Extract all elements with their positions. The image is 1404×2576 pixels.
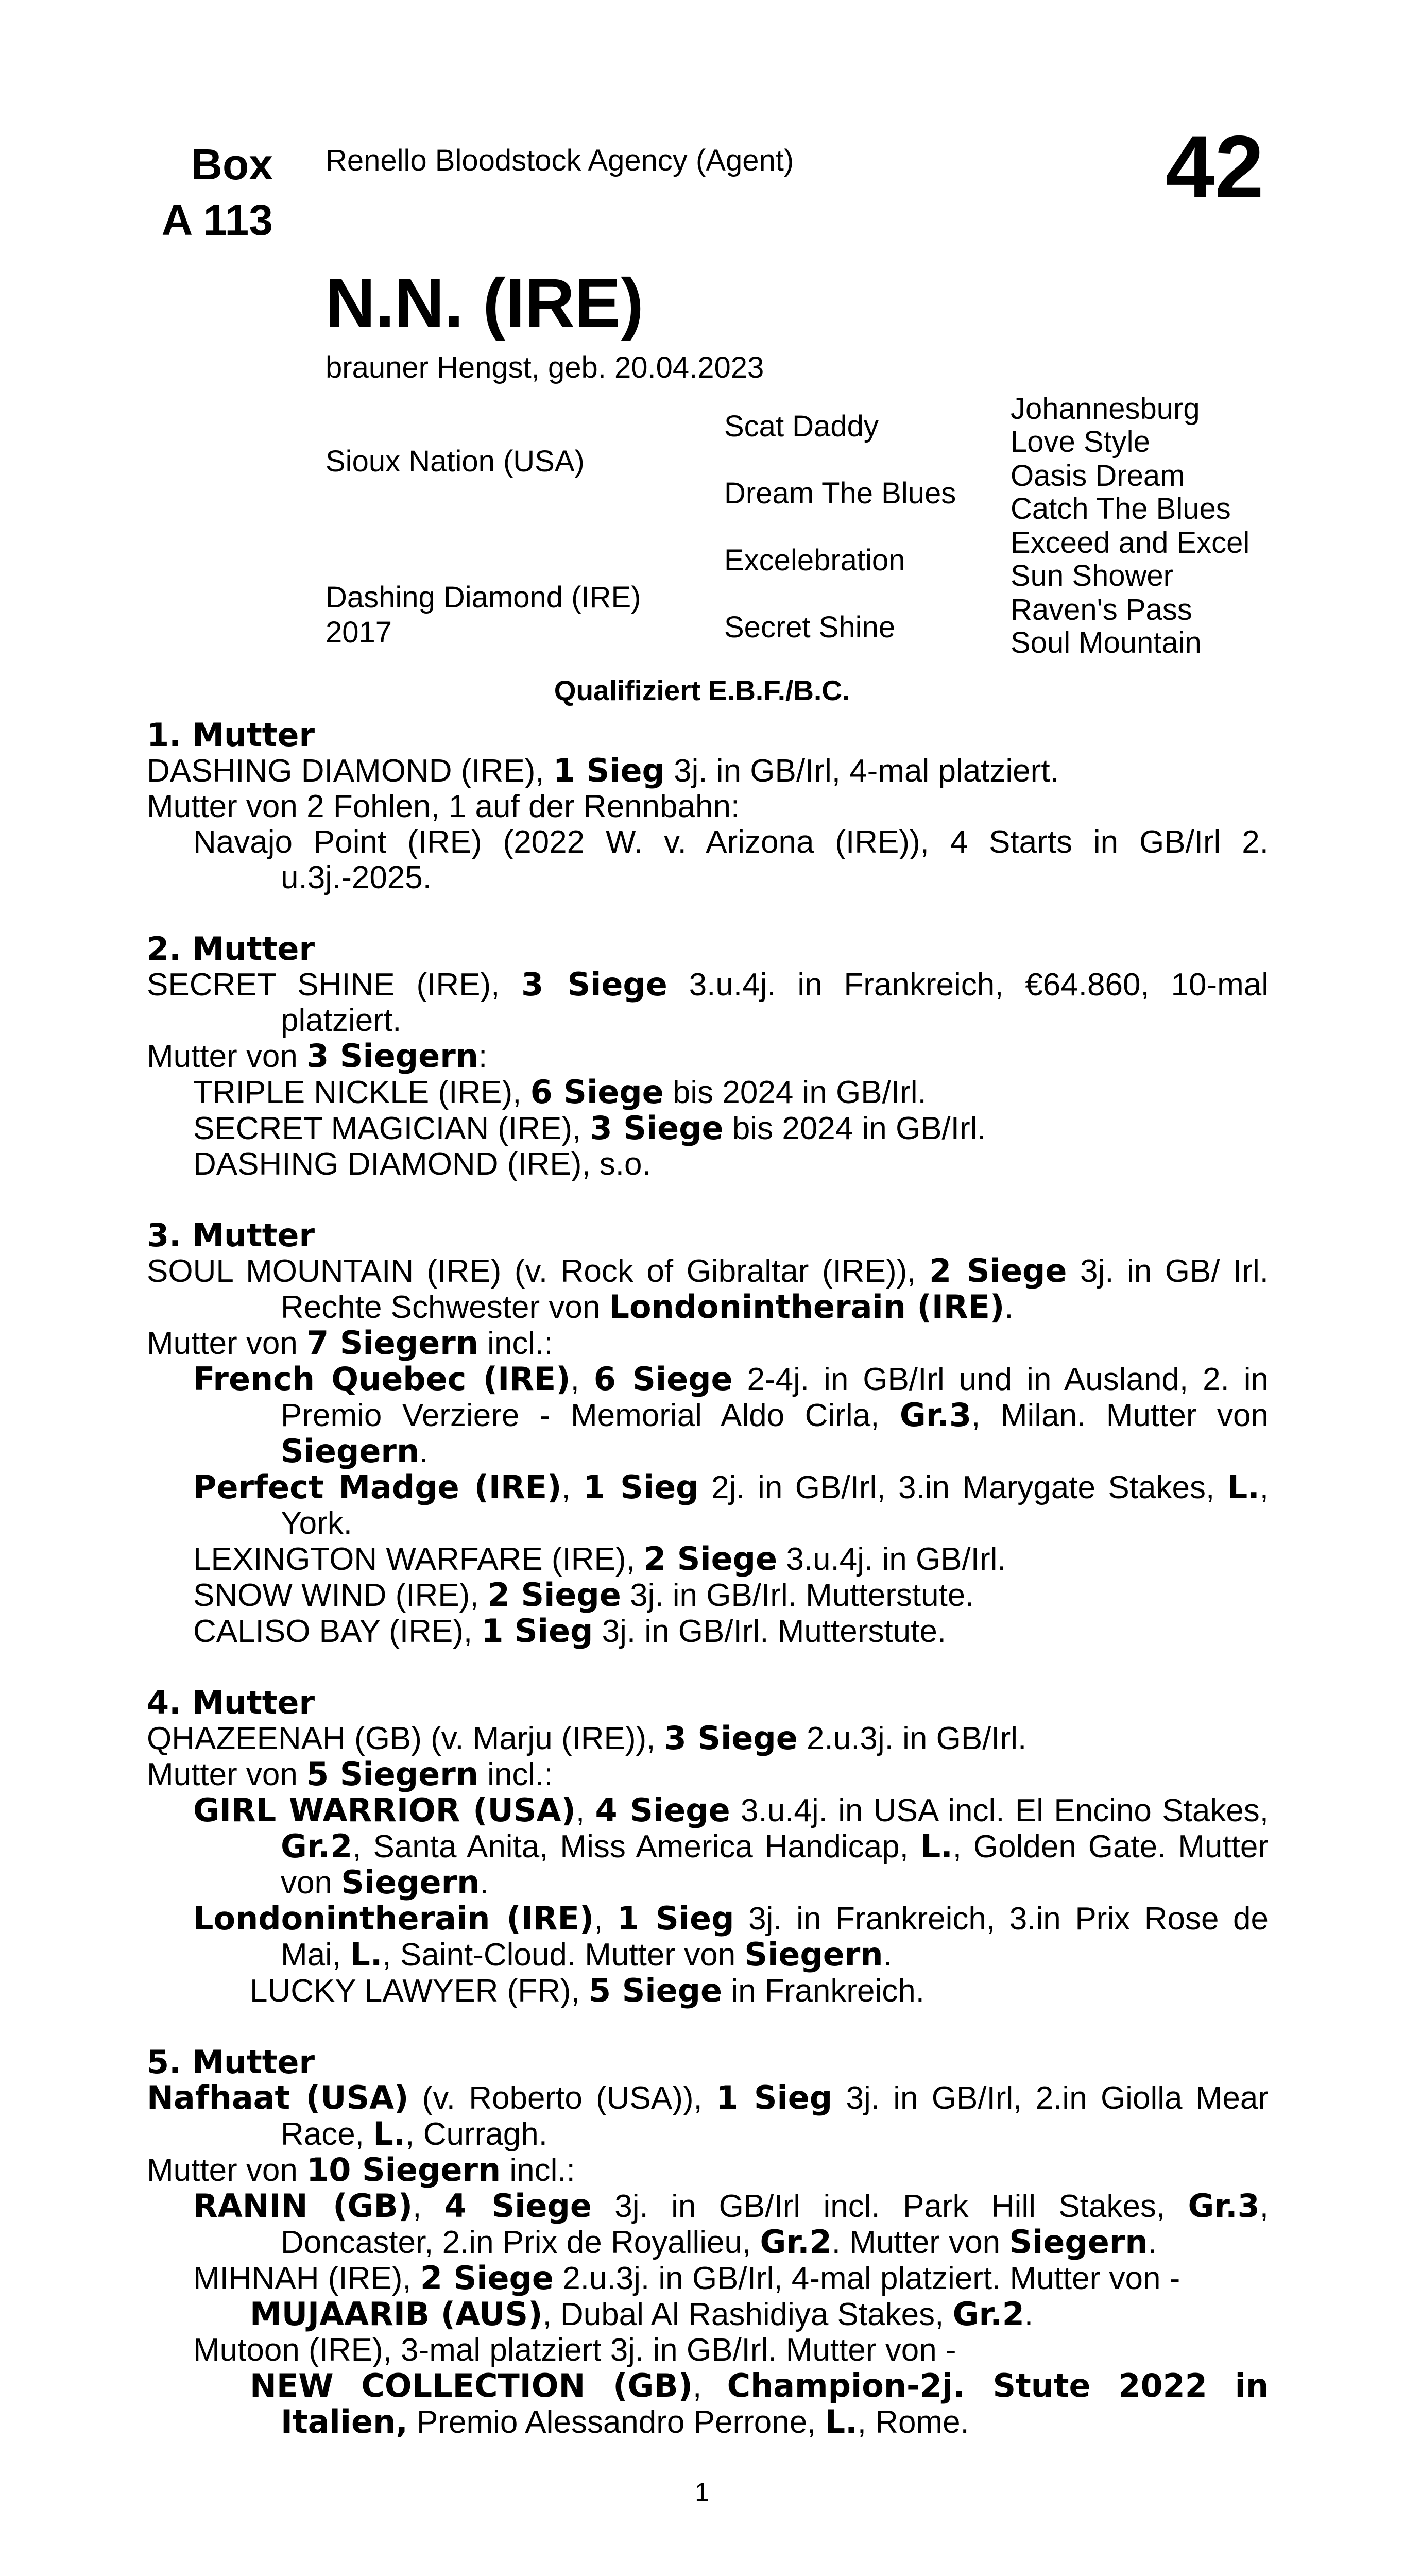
text: .: [1004, 1290, 1014, 1325]
bold-text: 4 Siege: [444, 2187, 592, 2225]
text: Mutter von: [147, 2153, 307, 2188]
bold-text: Londonintherain (IRE): [193, 1900, 594, 1937]
text: .: [1148, 2225, 1157, 2260]
text: , Rome.: [857, 2404, 969, 2440]
pedigree-dam: Dashing Diamond (IRE): [326, 581, 641, 614]
bold-text: Londonintherain (IRE): [609, 1288, 1005, 1326]
bold-text: French Quebec (IRE): [193, 1360, 571, 1398]
text: bis 2024 in GB/Irl.: [663, 1075, 927, 1110]
section-line: [147, 2296, 1269, 2332]
text: . Mutter von: [831, 2225, 1009, 2260]
text: MIHNAH (IRE),: [193, 2261, 420, 2296]
dam-lines: [147, 717, 1269, 2476]
pedigree-sire: Sioux Nation (USA): [326, 445, 585, 478]
bold-text: 3 Siegern: [306, 1037, 478, 1075]
section-line: [147, 2080, 1269, 2152]
bold-text: 2 Siege: [420, 2259, 554, 2297]
text: Mutter von: [147, 1757, 307, 1792]
text: SOUL MOUNTAIN (IRE) (v. Rock of Gibraltar (IRE)),: [147, 1253, 929, 1289]
bold-text: 2 Siege: [487, 1576, 621, 1614]
qualification-note: Qualifiziert E.B.F./B.C.: [554, 674, 850, 706]
section-heading: 2. Mutter: [147, 930, 315, 968]
section-line: [147, 1541, 1269, 1577]
bold-text: Perfect Madge (IRE): [193, 1468, 562, 1506]
text: , York.: [281, 1470, 1269, 1541]
bold-text: Gr.3: [899, 1396, 972, 1434]
bold-text: Siegern: [341, 1863, 480, 1901]
text: .: [480, 1865, 489, 1901]
pedigree-grandparent: Secret Shine: [724, 611, 896, 644]
text: , Santa Anita, Miss America Handicap,: [352, 1829, 920, 1865]
text: 3j. in GB/Irl incl. Park Hill Stakes,: [591, 2189, 1188, 2224]
pedigree-great-grandparent: Exceed and Excel: [1011, 526, 1250, 560]
section-line: [147, 1361, 1269, 1469]
box-number: [129, 137, 273, 248]
bold-text: 2 Siege: [644, 1540, 778, 1578]
dam-section: [147, 1685, 1269, 2009]
section-line: [147, 1253, 1269, 1325]
dam-section: [147, 931, 1269, 1182]
section-line: [147, 1720, 1269, 1756]
section-line: [147, 1074, 1269, 1110]
pedigree-dam-year: 2017: [326, 616, 392, 649]
text: 3.u.4j. in USA incl. El Encino Stakes,: [730, 1793, 1269, 1828]
pedigree-great-grandparent: Catch The Blues: [1011, 492, 1231, 526]
section-line: [147, 2152, 1269, 2188]
text: , Curragh.: [405, 2116, 547, 2152]
text: LUCKY LAWYER (FR),: [250, 1973, 589, 2009]
text: in Frankreich.: [722, 1973, 924, 2009]
pedigree-great-grandparent: Raven's Pass: [1011, 593, 1192, 626]
section-line: [147, 1973, 1269, 2009]
text: ,: [561, 1470, 584, 1505]
bold-text: Nafhaat (USA): [147, 2079, 409, 2116]
text: incl.:: [478, 1326, 553, 1361]
text: ,: [570, 1362, 594, 1397]
text: 2.u.3j. in GB/Irl, 4-mal platziert. Mutter von -: [554, 2261, 1180, 2296]
section-line: [147, 1038, 1269, 1074]
bold-text: 1 Sieg: [617, 1900, 734, 1937]
bold-text: 1 Sieg: [553, 752, 665, 789]
text: 3j. in GB/Irl, 2.in Giolla Mear Race,: [281, 2080, 1269, 2152]
horse-name: N.N. (IRE): [326, 265, 644, 342]
section-heading: 1. Mutter: [147, 716, 315, 754]
bold-text: 5 Siege: [589, 1972, 723, 2009]
pedigree-grandparent: Scat Daddy: [724, 410, 879, 443]
text: Mutter von: [147, 1039, 307, 1074]
page-number: 1: [695, 2478, 709, 2506]
text: 3j. in Frankreich, 3.in Prix Rose de Mai,: [281, 1901, 1269, 1973]
bold-text: Siegern: [1009, 2223, 1148, 2261]
section-line: [147, 2368, 1269, 2440]
text: 2-4j. in GB/Irl und in Ausland, 2. in Premio Verziere - Memorial Aldo Cirla,: [281, 1362, 1269, 1433]
section-heading: 3. Mutter: [147, 1216, 315, 1254]
pedigree-great-grandparent: Love Style: [1011, 425, 1150, 459]
bold-text: Gr.2: [760, 2223, 832, 2261]
section-line: [147, 967, 1269, 1038]
bold-text: 3 Siege: [664, 1719, 798, 1757]
text: 3j. in GB/Irl. Mutterstute.: [621, 1578, 974, 1613]
section-line: [147, 2188, 1269, 2260]
bold-text: Gr.2: [281, 1827, 353, 1865]
text: DASHING DIAMOND (IRE),: [147, 753, 553, 789]
text: QHAZEENAH (GB) (v. Marju (IRE)),: [147, 1721, 664, 1756]
text: TRIPLE NICKLE (IRE),: [193, 1075, 530, 1110]
text: Mutter von 2 Fohlen, 1 auf der Rennbahn:: [147, 789, 740, 824]
text: LEXINGTON WARFARE (IRE),: [193, 1541, 644, 1577]
text: Navajo Point (IRE) (2022 W. v. Arizona (IRE)), 4 Starts in GB/Irl 2. u.3j.-2025.: [193, 824, 1269, 895]
bold-text: Siegern: [281, 1432, 420, 1470]
text: ,: [575, 1793, 595, 1828]
pedigree-grandparent: Excelebration: [724, 544, 905, 577]
text: incl.:: [478, 1757, 553, 1792]
pedigree-great-grandparent: Sun Shower: [1011, 559, 1173, 592]
text: incl.:: [501, 2153, 575, 2188]
dam-section: [147, 717, 1269, 895]
text: .: [1024, 2297, 1034, 2332]
text: 2j. in GB/Irl, 3.in Marygate Stakes,: [698, 1470, 1227, 1505]
agent-name: Renello Bloodstock Agency (Agent): [326, 144, 794, 177]
text: , Saint-Cloud. Mutter von: [382, 1937, 745, 1973]
dam-section: [147, 1217, 1269, 1649]
text: SECRET MAGICIAN (IRE),: [193, 1111, 590, 1146]
bold-text: 6 Siege: [593, 1360, 733, 1398]
text: DASHING DIAMOND (IRE), s.o.: [193, 1146, 651, 1182]
section-line: [147, 1613, 1269, 1649]
bold-text: NEW COLLECTION (GB): [250, 2367, 693, 2404]
bold-text: GIRL WARRIOR (USA): [193, 1791, 576, 1829]
text: (v. Roberto (USA)),: [408, 2080, 716, 2116]
text: 3j. in GB/ Irl. Rechte Schwester von: [281, 1253, 1269, 1325]
bold-text: Gr.2: [952, 2295, 1024, 2333]
box-value: A 113: [161, 196, 273, 244]
bold-text: L.: [373, 2115, 406, 2153]
text: Premio Alessandro Perrone,: [407, 2404, 825, 2440]
bold-text: L.: [825, 2403, 858, 2441]
section-line: [147, 753, 1269, 789]
section-line: [147, 1146, 1269, 1182]
bold-text: 2 Siege: [929, 1252, 1067, 1290]
text: 3.u.4j. in Frankreich, €64.860, 10-mal platziert.: [281, 967, 1269, 1038]
section-line: [147, 824, 1269, 895]
bold-text: 4 Siege: [595, 1791, 730, 1829]
section-line: [147, 1901, 1269, 1973]
text: SNOW WIND (IRE),: [193, 1578, 488, 1613]
bold-text: L.: [920, 1827, 953, 1865]
pedigree-great-grandparent: Soul Mountain: [1011, 626, 1202, 659]
bold-text: RANIN (GB): [193, 2187, 413, 2225]
bold-text: Gr.3: [1188, 2187, 1260, 2225]
section-line: [147, 2332, 1269, 2368]
text: , Dubal Al Rashidiya Stakes,: [542, 2297, 953, 2332]
pedigree-great-grandparent: Johannesburg: [1011, 392, 1200, 426]
text: 3.u.4j. in GB/Irl.: [777, 1541, 1006, 1577]
bold-text: MUJAARIB (AUS): [250, 2295, 543, 2333]
pedigree-grandparent: Dream The Blues: [724, 477, 956, 510]
text: :: [478, 1039, 488, 1074]
section-heading: 4. Mutter: [147, 1684, 315, 1721]
text: .: [883, 1937, 892, 1973]
text: 2.u.3j. in GB/Irl.: [797, 1721, 1027, 1756]
bold-text: 6 Siege: [530, 1073, 664, 1111]
text: 3j. in GB/Irl, 4-mal platziert.: [664, 753, 1059, 789]
text: 3j. in GB/Irl. Mutterstute.: [593, 1614, 947, 1649]
text: bis 2024 in GB/Irl.: [723, 1111, 986, 1146]
text: Mutter von: [147, 1326, 307, 1361]
text: Mutoon (IRE), 3-mal platziert 3j. in GB/Irl. Mutter von -: [193, 2332, 956, 2368]
text: .: [419, 1434, 429, 1469]
text: ,: [692, 2368, 727, 2404]
text: ,: [594, 1901, 618, 1937]
bold-text: 1 Sieg: [583, 1468, 699, 1506]
bold-text: 3 Siege: [590, 1109, 724, 1147]
bold-text: 5 Siegern: [306, 1755, 478, 1793]
bold-text: Siegern: [744, 1936, 883, 1973]
text: SECRET SHINE (IRE),: [147, 967, 522, 1003]
section-heading: 5. Mutter: [147, 2043, 315, 2081]
bold-text: 7 Siegern: [306, 1324, 478, 1362]
horse-subtitle: brauner Hengst, geb. 20.04.2023: [326, 351, 764, 384]
pedigree-great-grandparent: Oasis Dream: [1011, 459, 1185, 493]
section-line: [147, 1469, 1269, 1541]
text: , Doncaster, 2.in Prix de Royallieu,: [281, 2189, 1269, 2260]
bold-text: 10 Siegern: [306, 2151, 501, 2189]
bold-text: L.: [1227, 1468, 1260, 1506]
text: , Milan. Mutter von: [971, 1398, 1269, 1433]
section-line: [147, 1792, 1269, 1901]
text: CALISO BAY (IRE),: [193, 1614, 482, 1649]
bold-text: L.: [350, 1936, 383, 1973]
box-label: Box: [191, 140, 273, 189]
section-line: [147, 2260, 1269, 2296]
section-line: [147, 1325, 1269, 1361]
lot-number: 42: [1165, 117, 1264, 216]
bold-text: 1 Sieg: [481, 1612, 593, 1650]
bold-text: Champion-2j. Stute 2022 in Italien,: [281, 2367, 1269, 2441]
text: , Golden Gate. Mutter von: [281, 1829, 1269, 1901]
dam-section: [147, 2044, 1269, 2440]
text: ,: [413, 2189, 444, 2224]
bold-text: 3 Siege: [521, 965, 667, 1003]
section-line: [147, 789, 1269, 824]
section-line: [147, 1756, 1269, 1792]
section-line: [147, 1110, 1269, 1146]
section-line: [147, 1577, 1269, 1613]
bold-text: 1 Sieg: [716, 2079, 833, 2116]
